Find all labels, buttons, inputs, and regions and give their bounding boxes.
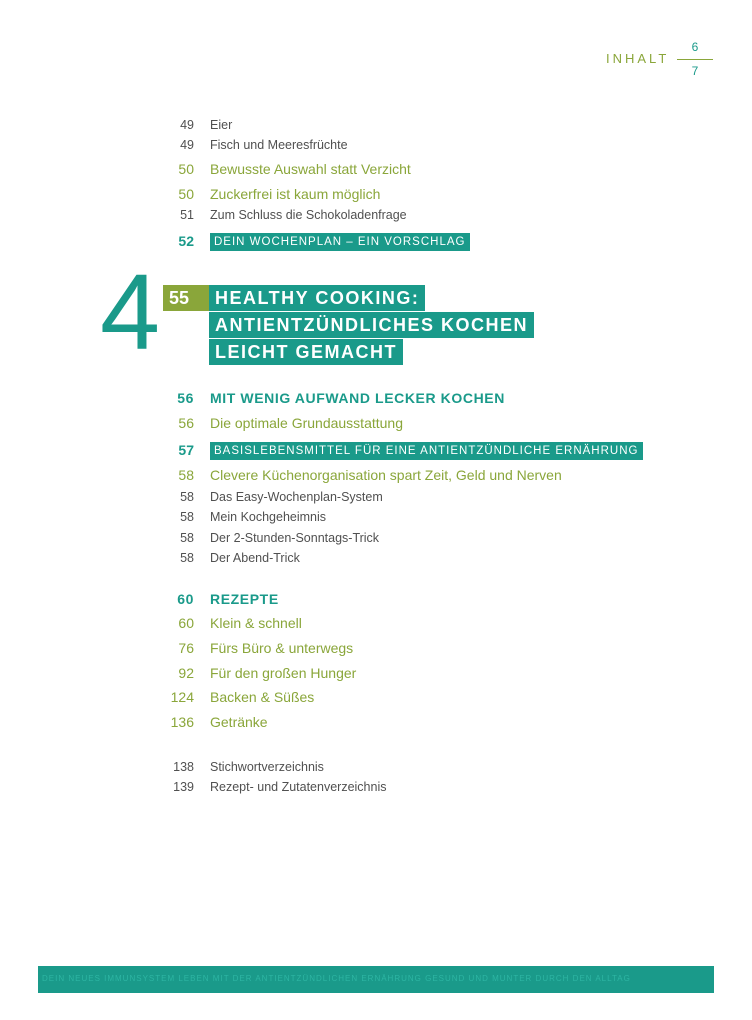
toc-title: Die optimale Grundausstattung: [210, 415, 403, 431]
toc-title: Bewusste Auswahl statt Verzicht: [210, 161, 411, 177]
toc-title: MIT WENIG AUFWAND LECKER KOCHEN: [210, 390, 505, 406]
toc-page-number: 138: [173, 760, 194, 774]
footer-text: DEIN NEUES IMMUNSYSTEM LEBEN MIT DER ANTIENTZÜNDLICHEN ERNÄHRUNG GESUND UND MUNTER DURCH DEN ALLTAG: [42, 974, 631, 983]
toc-title-band: DEIN WOCHENPLAN – EIN VORSCHLAG: [210, 233, 470, 251]
toc-title: Rezept- und Zutatenverzeichnis: [210, 780, 387, 794]
toc-title: Klein & schnell: [210, 615, 302, 631]
toc-page-number: 58: [180, 490, 194, 504]
toc-page-number: 92: [178, 665, 194, 681]
toc-page-number: 50: [178, 161, 194, 177]
toc-page-number: 52: [178, 233, 194, 249]
toc-page-number: 58: [180, 551, 194, 565]
toc-page-number: 56: [178, 415, 194, 431]
toc-title: Der 2-Stunden-Sonntags-Trick: [210, 531, 380, 545]
toc-page-number: 60: [178, 615, 194, 631]
toc-title: Fisch und Meeresfrüchte: [210, 138, 348, 152]
chapter-title-line[interactable]: HEALTHY COOKING:: [209, 285, 425, 311]
toc-title: Der Abend-Trick: [210, 551, 300, 565]
section-label: INHALT: [606, 51, 670, 66]
toc-title: REZEPTE: [210, 591, 279, 607]
toc-title: Getränke: [210, 714, 268, 730]
toc-page-number: 49: [180, 118, 194, 132]
toc-page-number: 124: [170, 689, 194, 705]
toc-page-number: 76: [178, 640, 194, 656]
page-number-left: 6: [691, 40, 699, 54]
toc-title-band: BASISLEBENSMITTEL FÜR EINE ANTIENTZÜNDLICHE ERNÄHRUNG: [210, 442, 643, 460]
toc-title: Zuckerfrei ist kaum möglich: [210, 186, 381, 202]
toc-page-number: 50: [178, 186, 194, 202]
toc-page-number: 60: [177, 591, 194, 607]
page-number-divider: [677, 59, 713, 60]
toc-title: Für den großen Hunger: [210, 665, 357, 681]
chapter-title-line[interactable]: LEICHT GEMACHT: [209, 339, 403, 365]
toc-page-number: 58: [180, 510, 194, 524]
toc-title: Eier: [210, 118, 233, 132]
toc-title: Backen & Süßes: [210, 689, 315, 705]
toc-page-number: 49: [180, 138, 194, 152]
toc-page-number: 58: [180, 531, 194, 545]
toc-page-number: 57: [178, 442, 194, 458]
chapter-page-number: 55: [163, 285, 209, 311]
toc-page-number: 51: [180, 208, 194, 222]
chapter-number: 4: [100, 251, 161, 372]
toc-page-number: 139: [173, 780, 194, 794]
page-number-right: 7: [691, 64, 699, 78]
toc-title: Stichwortverzeichnis: [210, 760, 324, 774]
chapter-title-line[interactable]: ANTIENTZÜNDLICHES KOCHEN: [209, 312, 534, 338]
toc-title: Zum Schluss die Schokoladenfrage: [210, 208, 407, 222]
toc-page-number: 58: [178, 467, 194, 483]
toc-page-number: 136: [170, 714, 194, 730]
toc-title: Das Easy-Wochenplan-System: [210, 490, 383, 504]
toc-title: Clevere Küchenorganisation spart Zeit, Geld und Nerven: [210, 467, 562, 483]
toc-title: Mein Kochgeheimnis: [210, 510, 327, 524]
footer-band: [38, 966, 714, 993]
toc-title: Fürs Büro & unterwegs: [210, 640, 354, 656]
toc-page-number: 56: [177, 390, 194, 406]
